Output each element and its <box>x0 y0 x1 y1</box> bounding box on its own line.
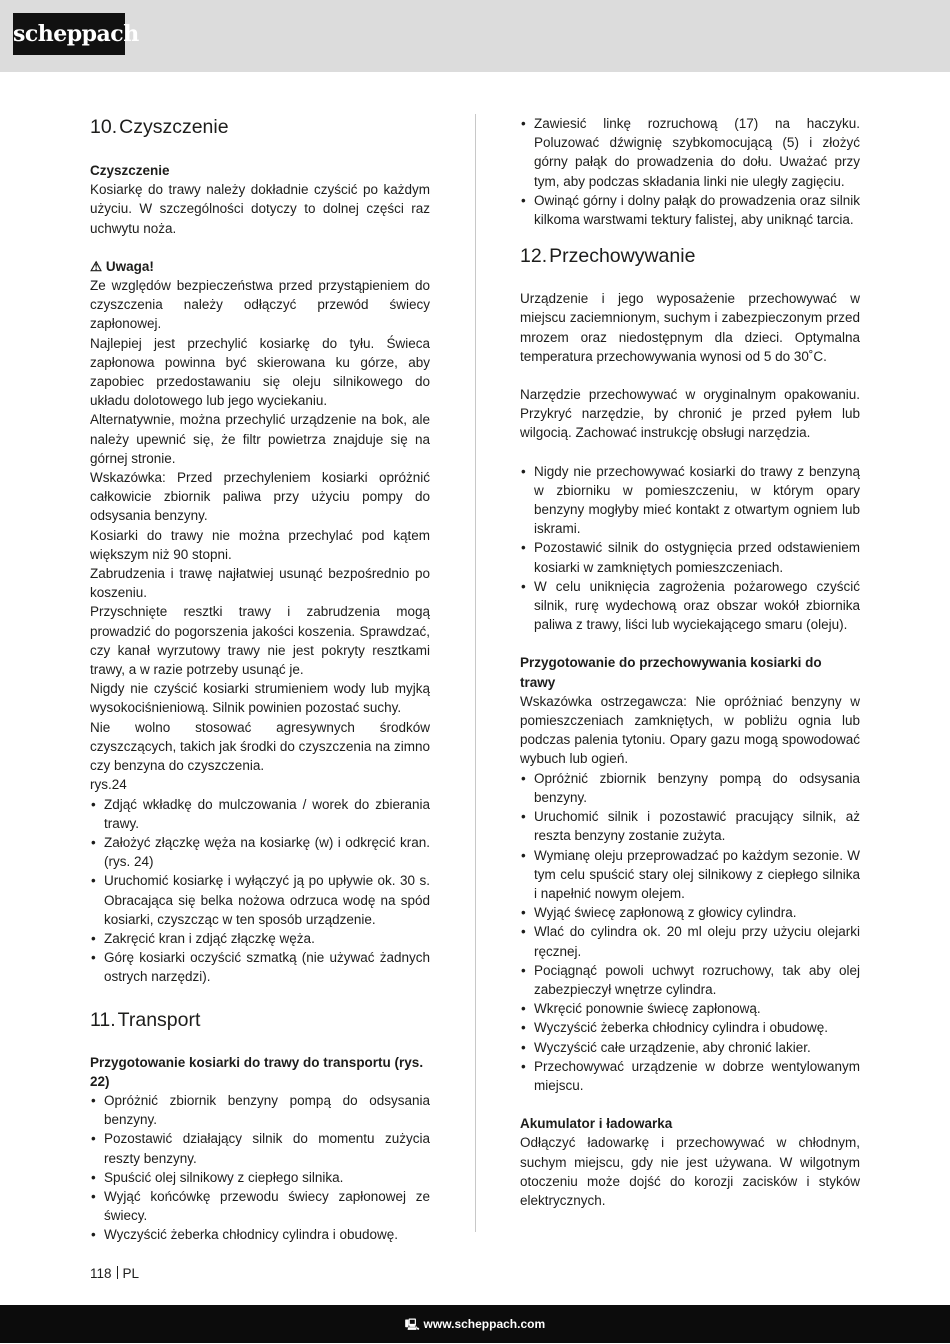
list-item: • Wyczyścić żeberka chłodnicy cylindra i obudowę. <box>520 1018 860 1037</box>
list-item: • Uruchomić silnik i pozostawić pracujący silnik, aż reszta benzyny zostanie zużyta. <box>520 807 860 845</box>
section-number: 10. <box>90 116 118 138</box>
list-item: • Opróżnić zbiornik benzyny pompą do odsysania benzyny. <box>90 1091 430 1129</box>
section-11-heading <box>90 1007 430 1033</box>
section-title: Transport <box>117 1008 201 1031</box>
list-item: • Wyczyścić całe urządzenie, aby chronić lakier. <box>520 1038 860 1057</box>
paragraph: Narzędzie przechowywać w oryginalnym opakowaniu. Przykryć narzędzie, by chronić je przed pyłem lub wilgocią. Zachować instrukcję obsługi narzędzia. <box>520 387 860 441</box>
list-item: • Wkręcić ponownie świecę zapłonową. <box>520 999 860 1018</box>
list-item: • Opróżnić zbiornik benzyny pompą do odsysania benzyny. <box>520 769 860 807</box>
bullet-list <box>520 462 860 635</box>
bullet-list <box>520 769 860 1095</box>
paragraph: Nie wolno stosować agresywnych środków czyszczących, takich jak środki do czyszczenia na zimno czy benzyna do czyszczenia. <box>90 719 430 774</box>
page-number-value: 118 <box>90 1266 112 1281</box>
separator <box>117 1266 118 1279</box>
paragraph: Ze względów bezpieczeństwa przed przystąpieniem do czyszczenia należy odłączyć przewód świecy zapłonowej. <box>90 278 430 332</box>
bullet-list <box>90 795 430 987</box>
list-item: • Zawiesić linkę rozruchową (17) na haczyku. Poluzować dźwignię szybkomocującą (5) i złożyć górny pałąk do prowadzenia do dołu. Uważać przy tym, aby podczas składania linki nie uległy zagięciu. <box>520 114 860 191</box>
column-divider <box>475 114 476 1232</box>
bullet-list <box>90 1091 430 1245</box>
website-link[interactable]: www.scheppach.com <box>423 1317 546 1331</box>
bullet-list <box>520 114 860 229</box>
section-title: Czyszczenie <box>119 116 229 138</box>
paragraph: Zabrudzenia i trawę najłatwiej usunąć bezpośrednio po koszeniu. <box>90 566 430 601</box>
paragraph: Wskazówka: Przed przechyleniem kosiarki opróżnić całkowicie zbiornik paliwa przy użyciu pompy do odsysania benzyny. <box>90 470 430 524</box>
left-column <box>90 114 430 1245</box>
section-10-heading <box>90 114 430 140</box>
list-item: • Przechowywać urządzenie w dobrze wentylowanym miejscu. <box>520 1057 860 1095</box>
paragraph: Urządzenie i jego wyposażenie przechowywać w miejscu zaciemnionym, suchym i zabezpieczonym przed mrozem oraz niedostępnym dla dzieci. Optymalna temperatura przechowywania wynosi od 5 do 30˚C. <box>520 291 860 364</box>
subheading: Czyszczenie <box>90 163 170 178</box>
header-bar <box>0 0 950 72</box>
list-item: • Spuścić olej silnikowy z ciepłego silnika. <box>90 1168 430 1187</box>
subheading: Przygotowanie do przechowywania kosiarki do trawy <box>520 655 822 690</box>
list-item: • Pozostawić działający silnik do momentu zużycia reszty benzyny. <box>90 1129 430 1167</box>
list-item: • Wlać do cylindra ok. 20 ml oleju przy użyciu olejarki ręcznej. <box>520 922 860 960</box>
list-item: • Wyjąć świecę zapłonową z głowicy cylindra. <box>520 903 860 922</box>
list-item: • Zakręcić kran i zdjąć złączkę węża. <box>90 929 430 948</box>
right-column <box>520 114 860 1210</box>
list-item: • Wyczyścić żeberka chłodnicy cylindra i obudowę. <box>90 1225 430 1244</box>
footer-bar <box>0 1305 950 1343</box>
language-code: PL <box>122 1266 140 1281</box>
list-item: • Wyjąć końcówkę przewodu świecy zapłonowej ze świecy. <box>90 1187 430 1225</box>
section-title: Przechowywanie <box>549 245 696 268</box>
monitor-icon: 🖳 <box>404 1319 420 1331</box>
paragraph: Kosiarkę do trawy należy dokładnie czyścić po każdym użyciu. W szczególności dotyczy to dolnej części raz uchwytu noża. <box>90 182 430 236</box>
list-item: • Wymianę oleju przeprowadzać po każdym sezonie. W tym celu spuścić stary olej silnikowy z ciepłego silnika i napełnić nowym olejem. <box>520 846 860 904</box>
page-number <box>90 1266 139 1281</box>
list-item: • W celu uniknięcia zagrożenia pożarowego czyścić silnik, rurę wydechową oraz obszar wokół zbiornika paliwa z trawy, liści lub wyciekającego smaru (oleju). <box>520 577 860 635</box>
warning-icon: ⚠ <box>90 258 103 274</box>
list-item: • Zdjąć wkładkę do mulczowania / worek do zbierania trawy. <box>90 795 430 833</box>
subheading: Akumulator i ładowarka <box>520 1116 673 1132</box>
paragraph: Alternatywnie, można przechylić urządzenie na bok, ale należy upewnić się, że filtr powietrza znajduje się na górnej stronie. <box>90 412 430 466</box>
list-item: • Uruchomić kosiarkę i wyłączyć ją po upływie ok. 30 s. Obracająca się belka nożowa odrzuca wodę na spód kosiarki, czyszcząc w ten sposób urządzenie. <box>90 871 430 929</box>
section-number: 12. <box>520 245 548 268</box>
section-number: 11. <box>90 1008 116 1031</box>
paragraph: Najlepiej jest przechylić kosiarkę do tyłu. Świeca zapłonowa powinna być skierowana ku górze, aby zapobiec przedostawaniu się oleju silnikowego do układu dolotowego lub jego wyciekaniu. <box>90 335 430 409</box>
paragraph: Kosiarki do trawy nie można przechylać pod kątem większym niż 90 stopni. <box>90 527 430 562</box>
list-item: • Założyć złączkę węża na kosiarkę (w) i odkręcić kran. (rys. 24) <box>90 833 430 871</box>
list-item: • Nigdy nie przechowywać kosiarki do trawy z benzyną w zbiorniku w pomieszczeniu, w którym opary benzyny mogłyby mieć kontakt z otwartym ogniem lub iskrami. <box>520 462 860 539</box>
warning-label: Uwaga! <box>105 258 154 274</box>
list-item: • Owinąć górny i dolny pałąk do prowadzenia oraz silnik kilkoma warstwami tektury falistej, aby uniknąć tarcia. <box>520 191 860 229</box>
paragraph: Przyschnięte resztki trawy i zabrudzenia mogą prowadzić do pogorszenia jakości koszenia. Sprawdzać, czy kanał wyrzutowy trawy nie jest pokryty resztkami trawy, a w razie potrzeby usunąć je. <box>90 604 430 678</box>
warning-heading <box>90 257 430 276</box>
list-item: • Pociągnąć powoli uchwyt rozruchowy, tak aby olej zabezpieczył wnętrze cylindra. <box>520 961 860 999</box>
paragraph: Wskazówka ostrzegawcza: Nie opróżniać benzyny w pomieszczeniach zamkniętych, w pobliżu ognia lub podczas palenia tytoniu. Opary gazu mogą spowodować wybuch lub ogień. <box>520 693 860 767</box>
list-item: • Górę kosiarki oczyścić szmatką (nie używać żadnych ostrych narzędzi). <box>90 948 430 986</box>
section-12-heading <box>520 243 860 269</box>
figure-reference: rys.24 <box>90 777 127 793</box>
brand-logo: scheppach <box>13 13 125 55</box>
subheading: Przygotowanie kosiarki do trawy do transportu (rys. 22) <box>90 1054 424 1089</box>
paragraph: Odłączyć ładowarkę i przechowywać w chłodnym, suchym miejscu, gdy nie jest używana. W wilgotnym otoczeniu może dojść do korozji zacisków i styków elektrycznych. <box>520 1135 860 1208</box>
paragraph: Nigdy nie czyścić kosiarki strumieniem wody lub myjką wysokociśnieniową. Silnik powinien pozostać suchy. <box>90 681 430 716</box>
list-item: • Pozostawić silnik do ostygnięcia przed odstawieniem kosiarki w zamkniętych pomieszczeniach. <box>520 538 860 576</box>
